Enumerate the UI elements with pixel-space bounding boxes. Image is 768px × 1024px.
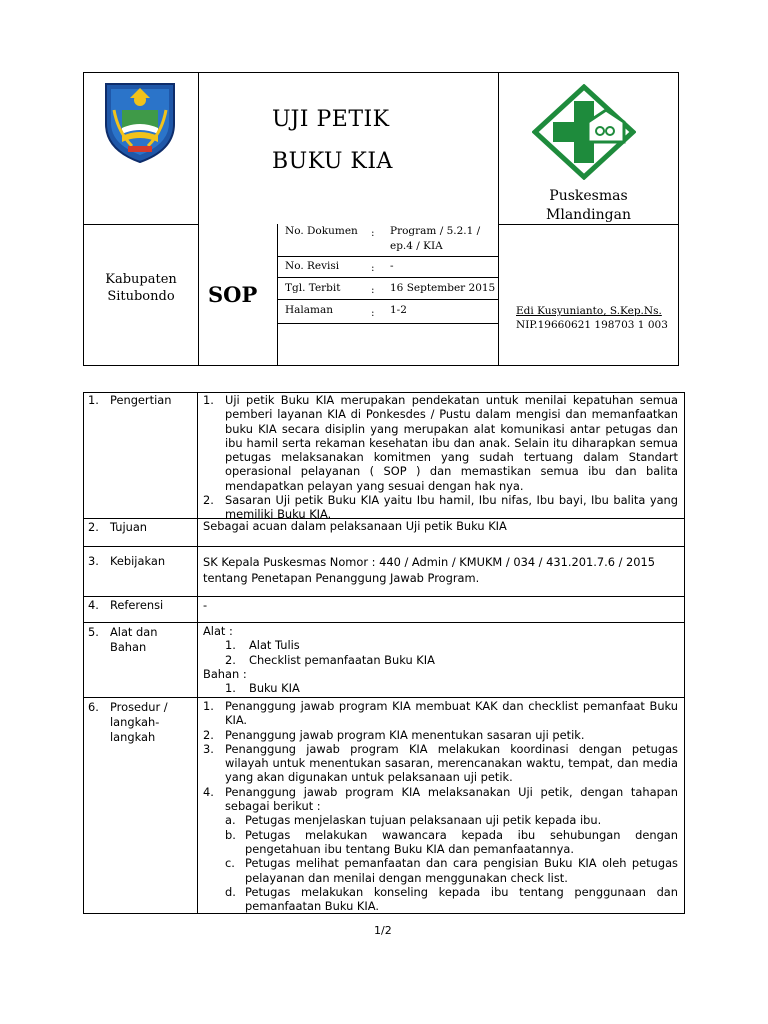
list-item: 1. Alat Tulis (225, 638, 300, 653)
row-label-pengertian: 1. Pengertian (88, 393, 172, 407)
puskesmas-green-cross-logo-icon (532, 84, 636, 180)
row-content-alat-bahan (203, 624, 678, 695)
list-item: 4. Penanggung jawab program KIA melaksanakan Uji petik, dengan tahapan sebagai berikut : (203, 784, 678, 814)
row-label-referensi: 4. Referensi (88, 598, 164, 612)
row-content-referensi: - (203, 598, 208, 612)
org-name-line1: Puskesmas (549, 188, 628, 204)
meta-label-dokumen: No. Dokumen (285, 225, 358, 237)
meta-sep-terbit: : (371, 284, 375, 296)
sub-list (203, 813, 678, 913)
row-content-tujuan: Sebagai acuan dalam pelaksanaan Uji petik Buku KIA (203, 519, 507, 533)
sub-list-item: d. Petugas melakukan konseling kepada ibu tentang penggunaan dan pemanfaatan Buku KIA. (225, 884, 678, 914)
meta-label-terbit: Tgl. Terbit (285, 282, 341, 294)
document-title-line1: UJI PETIK (272, 107, 390, 132)
meta-value-terbit: 16 September 2015 (390, 282, 496, 294)
sub-list-item: b. Petugas melakukan wawancara kepada ibu sehubungan dengan pengetahuan ibu tentang Buku KIA dan pemanfaatannya. (225, 827, 678, 856)
bahan-list (203, 681, 678, 695)
alat-list (203, 638, 678, 667)
kabupaten-line2: Situbondo (107, 289, 175, 304)
org-name-line2: Mlandingan (546, 207, 631, 223)
situbondo-regency-emblem-icon (100, 80, 180, 164)
list-item: 2. Checklist pemanfaatan Buku KIA (225, 652, 435, 667)
list-item: 2. Sasaran Uji petik Buku KIA yaitu Ibu hamil, Ibu nifas, Ibu bayi, Ibu balita yang memiliki Buku KIA. (203, 493, 678, 522)
meta-value-revisi: - (390, 260, 394, 272)
row-label-prosedur: 6. Prosedur / langkah- langkah (88, 700, 168, 744)
list-item: 3. Penanggung jawab program KIA melakukan koordinasi dengan petugas wilayah untuk menentukan sasaran, merencanakan waktu, tempat, dan media yang akan digunakan untuk pelaksanaan uji petik. (203, 741, 678, 785)
list-item: 1. Penanggung jawab program KIA membuat KAK dan checklist pemanfaat Buku KIA. (203, 699, 678, 728)
row-label-kebijakan: 3. Kebijakan (88, 554, 166, 568)
meta-label-halaman: Halaman (285, 304, 334, 316)
bahan-heading: Bahan : (203, 666, 247, 681)
page-number: 1/2 (374, 924, 392, 937)
meta-value-dokumen-line2: ep.4 / KIA (390, 240, 443, 252)
signatory-name: Edi Kusyunianto, S.Kep.Ns. (516, 305, 662, 317)
list-item: 1. Buku KIA (225, 681, 300, 696)
meta-sep-revisi: : (371, 262, 375, 274)
meta-sep-halaman: : (371, 307, 375, 319)
sub-list-item: c. Petugas melihat pemanfaatan dan cara pengisian Buku KIA oleh petugas pelayanan dan menilai dengan menggunakan check list. (225, 856, 678, 885)
row-content-kebijakan: SK Kepala Puskesmas Nomor : 440 / Admin / KMUKM / 034 / 431.201.7.6 / 2015 tentang Penetapan Penanggung Jawab Program. (203, 555, 656, 585)
row-content-prosedur (203, 699, 678, 913)
row-label-alat-bahan: 5. Alat dan Bahan (88, 625, 158, 654)
sop-label: SOP (208, 282, 258, 307)
meta-label-revisi: No. Revisi (285, 260, 340, 272)
signatory-nip: NIP.19660621 198703 1 003 (516, 319, 668, 331)
row-content-pengertian (203, 393, 678, 522)
meta-value-halaman: 1-2 (390, 304, 407, 316)
row-label-tujuan: 2. Tujuan (88, 520, 148, 534)
meta-sep-dokumen: : (371, 227, 375, 239)
list-item: 2. Penanggung jawab program KIA menentukan sasaran uji petik. (203, 727, 585, 742)
meta-value-dokumen-line1: Program / 5.2.1 / (390, 225, 481, 237)
kabupaten-line1: Kabupaten (105, 272, 177, 287)
document-title-line2: BUKU KIA (272, 149, 393, 174)
alat-heading: Alat : (203, 624, 233, 638)
sub-list-item: a. Petugas menjelaskan tujuan pelaksanaan uji petik kepada ibu. (225, 813, 602, 828)
list-item: 1. Uji petik Buku KIA merupakan pendekatan untuk menilai kepatuhan semua pemberi layanan KIA di Ponkesdes / Pustu dalam mengisi dan memanfaatkan buku KIA secara disiplin yang merupakan alat komunikasi antar petugas dan ibu hamil serta rekaman kesehatan ibu dan anak. Selain itu diharapkan semua petugas melaksanakan komitmen yang sudah tertuang dalam Standart operasional pelayanan ( SOP ) dan memastikan semua ibu dan balita mendapatkan pelayan yang sesuai dengan hak nya. (203, 393, 678, 493)
